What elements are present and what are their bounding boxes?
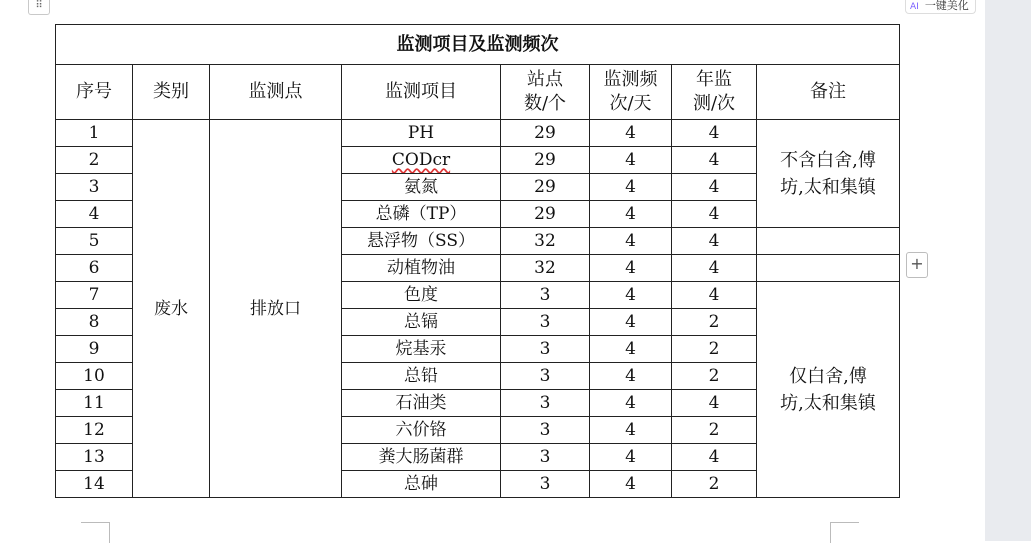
stations-cell: 3 bbox=[501, 336, 590, 363]
item-cell: 总砷 bbox=[342, 471, 501, 498]
add-row-button[interactable]: + bbox=[906, 252, 928, 278]
annual-cell: 2 bbox=[672, 417, 757, 444]
header-stations-line1: 站点 bbox=[527, 69, 563, 90]
seq-cell: 4 bbox=[56, 201, 133, 228]
item-cell: 烷基汞 bbox=[342, 336, 501, 363]
frequency-cell: 4 bbox=[590, 390, 672, 417]
seq-cell: 3 bbox=[56, 174, 133, 201]
annual-cell: 4 bbox=[672, 147, 757, 174]
header-item: 监测项目 bbox=[342, 65, 501, 120]
item-cell: 悬浮物（SS） bbox=[342, 228, 501, 255]
item-cell: 总铅 bbox=[342, 363, 501, 390]
note-group1-line1: 不含白舍,傅 bbox=[780, 149, 876, 171]
annual-cell: 2 bbox=[672, 309, 757, 336]
annual-cell: 4 bbox=[672, 444, 757, 471]
frequency-cell: 4 bbox=[590, 471, 672, 498]
item-cell: 总磷（TP） bbox=[342, 201, 501, 228]
seq-cell: 9 bbox=[56, 336, 133, 363]
note-group1-line2: 坊,太和集镇 bbox=[780, 176, 876, 198]
annual-cell: 4 bbox=[672, 282, 757, 309]
seq-cell: 10 bbox=[56, 363, 133, 390]
header-note: 备注 bbox=[757, 65, 900, 120]
header-annual-line2: 测/次 bbox=[692, 93, 736, 114]
annual-cell: 4 bbox=[672, 174, 757, 201]
monitoring-table bbox=[55, 24, 900, 498]
stations-cell: 3 bbox=[501, 282, 590, 309]
frequency-cell: 4 bbox=[590, 147, 672, 174]
annual-cell: 4 bbox=[672, 120, 757, 147]
annual-cell: 4 bbox=[672, 201, 757, 228]
stations-cell: 29 bbox=[501, 120, 590, 147]
note-group4-line1: 仅白舍,傅 bbox=[789, 365, 867, 387]
annual-cell: 4 bbox=[672, 228, 757, 255]
stations-cell: 3 bbox=[501, 471, 590, 498]
frequency-cell: 4 bbox=[590, 255, 672, 282]
item-cell: 石油类 bbox=[342, 390, 501, 417]
stations-cell: 32 bbox=[501, 228, 590, 255]
note-cell-group2 bbox=[757, 228, 900, 255]
note-cell-group1 bbox=[757, 120, 900, 228]
seq-cell: 13 bbox=[56, 444, 133, 471]
window-right-gutter bbox=[985, 0, 1031, 541]
frequency-cell: 4 bbox=[590, 174, 672, 201]
stations-cell: 29 bbox=[501, 147, 590, 174]
item-cell: PH bbox=[342, 120, 501, 147]
item-cell: 总镉 bbox=[342, 309, 501, 336]
item-cell: 粪大肠菌群 bbox=[342, 444, 501, 471]
seq-cell: 1 bbox=[56, 120, 133, 147]
item-cell: 六价铬 bbox=[342, 417, 501, 444]
stations-cell: 29 bbox=[501, 201, 590, 228]
header-annual-line1: 年监 bbox=[696, 69, 732, 90]
page-crop-mark-right bbox=[830, 522, 859, 543]
annual-cell: 2 bbox=[672, 363, 757, 390]
frequency-cell: 4 bbox=[590, 282, 672, 309]
note-group4-line2: 坊,太和集镇 bbox=[780, 392, 876, 414]
seq-cell: 8 bbox=[56, 309, 133, 336]
stations-cell: 32 bbox=[501, 255, 590, 282]
header-frequency bbox=[590, 65, 672, 120]
table-drag-handle[interactable]: ⠿ bbox=[28, 0, 50, 15]
header-seq: 序号 bbox=[56, 65, 133, 120]
monitoring-point-cell: 排放口 bbox=[210, 120, 342, 498]
annual-cell: 4 bbox=[672, 255, 757, 282]
table-title: 监测项目及监测频次 bbox=[56, 25, 900, 65]
page-crop-mark-left bbox=[81, 522, 110, 543]
annual-cell: 4 bbox=[672, 390, 757, 417]
ai-icon: AI bbox=[910, 2, 919, 12]
header-stations-line2: 数/个 bbox=[523, 93, 567, 114]
item-cell: 氨氮 bbox=[342, 174, 501, 201]
seq-cell: 5 bbox=[56, 228, 133, 255]
annual-cell: 2 bbox=[672, 336, 757, 363]
frequency-cell: 4 bbox=[590, 444, 672, 471]
header-frequency-line1: 监测频 bbox=[603, 69, 658, 90]
seq-cell: 7 bbox=[56, 282, 133, 309]
seq-cell: 2 bbox=[56, 147, 133, 174]
seq-cell: 12 bbox=[56, 417, 133, 444]
header-category: 类别 bbox=[133, 65, 210, 120]
header-frequency-line2: 次/天 bbox=[609, 93, 652, 114]
note-cell-group3 bbox=[757, 255, 900, 282]
stations-cell: 3 bbox=[501, 309, 590, 336]
item-cell: 动植物油 bbox=[342, 255, 501, 282]
frequency-cell: 4 bbox=[590, 336, 672, 363]
stations-cell: 3 bbox=[501, 444, 590, 471]
seq-cell: 14 bbox=[56, 471, 133, 498]
ai-beautify-button[interactable] bbox=[905, 0, 976, 14]
header-stations bbox=[501, 65, 590, 120]
frequency-cell: 4 bbox=[590, 201, 672, 228]
note-cell-group4 bbox=[757, 282, 900, 498]
seq-cell: 11 bbox=[56, 390, 133, 417]
seq-cell: 6 bbox=[56, 255, 133, 282]
frequency-cell: 4 bbox=[590, 309, 672, 336]
frequency-cell: 4 bbox=[590, 417, 672, 444]
category-cell: 废水 bbox=[133, 120, 210, 498]
stations-cell: 3 bbox=[501, 363, 590, 390]
stations-cell: 3 bbox=[501, 390, 590, 417]
header-annual bbox=[672, 65, 757, 120]
annual-cell: 2 bbox=[672, 471, 757, 498]
stations-cell: 29 bbox=[501, 174, 590, 201]
frequency-cell: 4 bbox=[590, 363, 672, 390]
item-cell bbox=[342, 147, 501, 174]
stations-cell: 3 bbox=[501, 417, 590, 444]
frequency-cell: 4 bbox=[590, 228, 672, 255]
header-point: 监测点 bbox=[210, 65, 342, 120]
item-codcr-spellcheck: CODcr bbox=[391, 150, 451, 170]
ai-beautify-label: 一键美化 bbox=[924, 0, 969, 12]
item-cell: 色度 bbox=[342, 282, 501, 309]
frequency-cell: 4 bbox=[590, 120, 672, 147]
